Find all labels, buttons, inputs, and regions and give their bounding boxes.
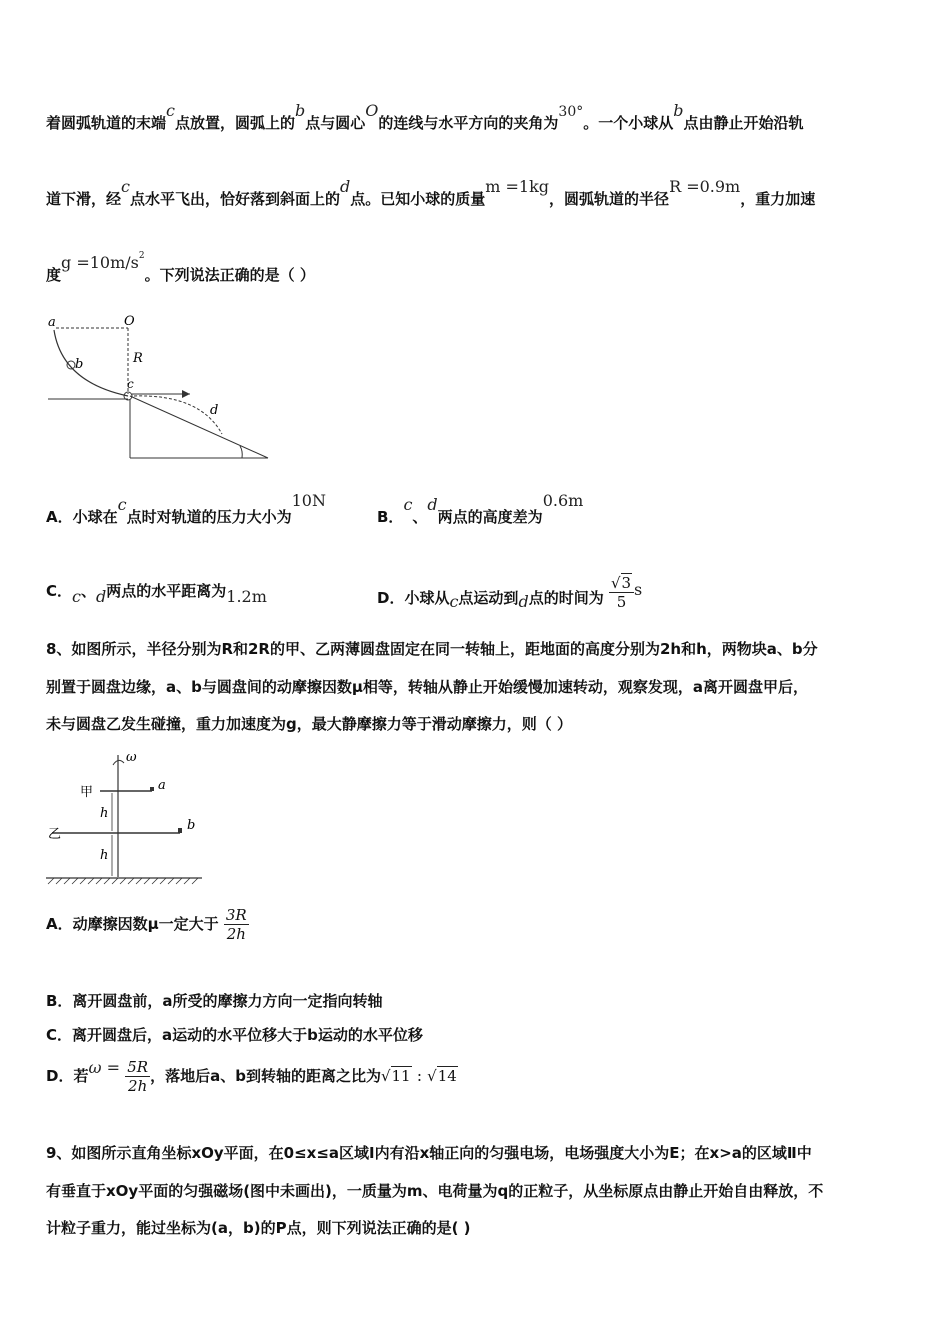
option-text: A．小球在 — [46, 508, 118, 526]
math-b: b — [673, 101, 684, 120]
option-text: 点时对轨道的压力大小为 — [126, 508, 292, 526]
option-text: 两点的水平距离为 — [106, 582, 227, 600]
q8-option-d[interactable] — [46, 1058, 458, 1095]
arc-track — [54, 330, 128, 396]
fraction-denominator: 2h — [128, 1077, 148, 1095]
angle-arc — [240, 446, 242, 458]
option-text: A．动摩擦因数μ一定大于 — [46, 915, 219, 933]
q8-figure — [40, 745, 220, 885]
label-a: a — [48, 315, 56, 330]
q7-text: 点由静止开始沿轨 — [683, 114, 804, 132]
label-b: b — [187, 818, 196, 833]
q7-option-c[interactable] — [46, 580, 267, 606]
q7-text: 。一个小球从 — [583, 114, 674, 132]
math-radius: R =0.9m — [669, 177, 741, 196]
label-c: c — [127, 377, 134, 391]
sqrt-11: √11 — [380, 1067, 411, 1085]
math-d: d — [427, 495, 438, 514]
math-d: d — [96, 587, 107, 606]
q7-text: 度 — [46, 266, 62, 284]
option-text: D．若 — [46, 1067, 89, 1085]
q7-option-b[interactable] — [377, 491, 584, 527]
label-jia: 甲 — [80, 785, 94, 800]
q7-text: 道下滑，经 — [46, 190, 122, 208]
q9-line-2: 有垂直于xOy平面的匀强磁场(图中未画出)，一质量为m、电荷量为q的正粒子，从坐标原点由静止开始自由释放，不 — [46, 1182, 824, 1200]
q7-text: ，重力加速 — [740, 190, 816, 208]
math-O: O — [365, 101, 379, 120]
option-text: ，落地后a、b到转轴的距离之比为 — [150, 1067, 381, 1085]
q8-line-2: 别置于圆盘边缘，a、b与圆盘间的动摩擦因数μ相等，转轴从静止开始缓慢加速转动，观察发现，a离开圆盘甲后， — [46, 678, 809, 696]
label-a: a — [158, 778, 166, 793]
math-c: c — [121, 177, 130, 196]
option-value: 0.6m — [542, 491, 584, 510]
fraction-mu — [224, 906, 249, 943]
arrow-head — [182, 390, 190, 398]
label-yi: 乙 — [48, 827, 62, 842]
ratio-colon: : — [411, 1066, 428, 1085]
q7-text: 着圆弧轨道的末端 — [46, 114, 167, 132]
incline-line — [130, 396, 268, 458]
block-a — [150, 787, 154, 791]
math-g: g =10m/s — [61, 253, 139, 272]
fraction-numerator: 3R — [225, 906, 247, 924]
option-text: 、 — [412, 508, 428, 526]
option-text: 点运动到 — [458, 589, 519, 607]
block-b — [178, 828, 182, 833]
q8-line-3: 未与圆盘乙发生碰撞，重力加速度为g，最大静摩擦力等于滑动摩擦力，则（ ） — [46, 715, 572, 733]
label-R: R — [133, 351, 143, 366]
q7-text: 的连线与水平方向的夹角为 — [378, 114, 559, 132]
radicand: 3 — [621, 574, 632, 592]
fraction-omega — [125, 1058, 150, 1095]
math-c: c — [117, 495, 127, 514]
fraction-numerator: √3 — [609, 574, 634, 593]
math-angle: 30° — [558, 104, 584, 120]
unit: s — [634, 580, 643, 599]
q9-line-3: 计粒子重力，能过坐标为(a，b)的P点，则下列说法正确的是( ) — [46, 1219, 471, 1237]
trajectory — [134, 396, 222, 434]
option-text: B． — [377, 508, 404, 526]
option-value: 10N — [291, 491, 326, 510]
math-mass: m =1kg — [485, 177, 550, 196]
q7-line-2 — [46, 177, 816, 209]
q8-option-a[interactable] — [46, 906, 249, 943]
q9-line-1: 9、如图所示直角坐标xOy平面，在0≤x≤a区域Ⅰ内有沿x轴正向的匀强电场，电场强度大小为E；在x>a的区域Ⅱ中 — [46, 1144, 812, 1162]
option-value: 1.2m — [226, 587, 267, 606]
math-b: b — [295, 101, 306, 120]
label-O: O — [124, 314, 135, 329]
label-omega: ω — [126, 750, 137, 765]
q8-option-b[interactable]: B．离开圆盘前，a所受的摩擦力方向一定指向转轴 — [46, 992, 383, 1010]
math-c: c — [72, 587, 81, 606]
fraction-numerator: 5R — [127, 1058, 149, 1076]
q7-option-a[interactable] — [46, 491, 326, 527]
label-d: d — [210, 403, 219, 418]
q7-option-d[interactable] — [377, 574, 642, 611]
q7-line-1 — [46, 101, 804, 133]
option-text: C． — [46, 582, 73, 600]
math-exponent: 2 — [138, 251, 145, 261]
q7-text: 点。已知小球的质量 — [350, 190, 486, 208]
option-text: 两点的高度差为 — [437, 508, 543, 526]
q7-text: 。下列说法正确的是（ ） — [144, 266, 315, 284]
q8-option-c[interactable]: C．离开圆盘后，a运动的水平位移大于b运动的水平位移 — [46, 1026, 423, 1044]
math-c: c — [403, 495, 413, 514]
q8-line-1: 8、如图所示，半径分别为R和2R的甲、乙两薄圆盘固定在同一转轴上，距地面的高度分别为2h和h，两物块a、b分 — [46, 640, 818, 658]
label-b: b — [75, 357, 84, 372]
q7-text: 点放置，圆弧上的 — [174, 114, 295, 132]
q7-text: 点与圆心 — [305, 114, 366, 132]
label-h2: h — [100, 848, 109, 863]
radicand: 11 — [391, 1067, 411, 1085]
fraction-denominator: 5 — [616, 593, 627, 611]
q7-text: ，圆弧轨道的半径 — [549, 190, 670, 208]
fraction-time — [609, 574, 634, 611]
option-text: 、 — [80, 582, 96, 600]
math-c: c — [449, 592, 459, 611]
math-c: c — [166, 101, 175, 120]
q7-text: 点水平飞出，恰好落到斜面上的 — [129, 190, 340, 208]
label-h1: h — [100, 806, 109, 821]
math-d: d — [340, 177, 351, 196]
radicand: 14 — [437, 1067, 457, 1085]
q7-figure — [40, 310, 280, 465]
math-omega: ω = — [88, 1058, 120, 1077]
math-d: d — [518, 592, 529, 611]
option-text: D．小球从 — [377, 589, 450, 607]
q7-line-3 — [46, 251, 315, 285]
sqrt-14: √14 — [427, 1067, 457, 1085]
option-text: 点的时间为 — [528, 589, 604, 607]
ground-hatch — [48, 878, 198, 884]
fraction-denominator: 2h — [226, 925, 246, 943]
